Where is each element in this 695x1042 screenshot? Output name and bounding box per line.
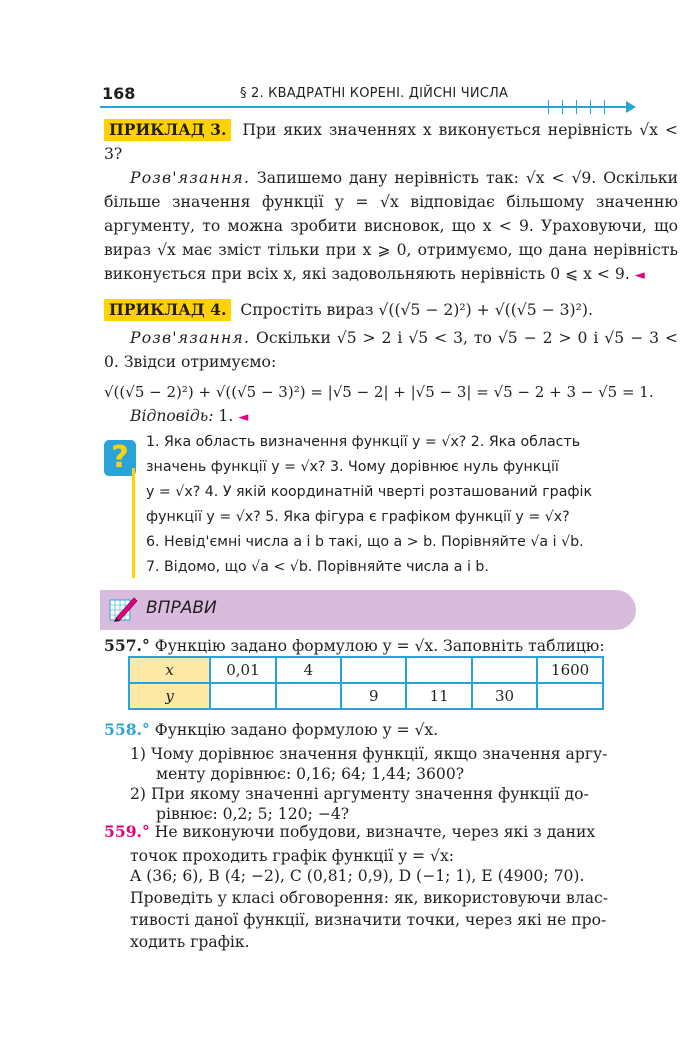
table-cell: x (129, 657, 210, 683)
header-tick (548, 100, 549, 114)
table-cell (406, 657, 471, 683)
exercise-line: Проведіть у класі обговорення: як, використовуючи влас- (130, 889, 609, 907)
exercise-item: менту дорівнює: 0,16; 64; 1,44; 3600? (156, 765, 465, 783)
exercise-line: тивості даної функції, визначити точки, через які не про- (130, 911, 607, 929)
header-rule (100, 106, 632, 108)
answer-label: Відповідь: (130, 407, 214, 425)
page-number: 168 (102, 84, 136, 103)
header-arrow-icon (626, 101, 636, 113)
header-tick (590, 100, 591, 114)
exercise-line: ходить графік. (130, 933, 250, 951)
table-cell (341, 657, 406, 683)
table-cell: 30 (472, 683, 537, 709)
value-table (128, 656, 604, 710)
table-cell (276, 683, 341, 709)
exercise-number: 558.° (104, 720, 150, 739)
table-cell (210, 683, 276, 709)
question-line: 6. Невід'ємні числа a і b такі, що a > b. Порівняйте √a і √b. (146, 534, 584, 550)
end-mark-icon: ◄ (238, 410, 249, 425)
exercise-item: 1) Чому дорівнює значення функції, якщо значення аргу- (130, 745, 608, 763)
example-4 (104, 298, 678, 322)
table-cell: 1600 (537, 657, 603, 683)
solution-label: Розв'язання. (130, 169, 251, 187)
header-tick (604, 100, 605, 114)
example-4-solution (104, 326, 678, 374)
table-cell: 11 (406, 683, 471, 709)
question-line: значень функції y = √x? 3. Чому дорівнює нуль функції (146, 459, 559, 475)
exercise-line: точок проходить графік функції y = √x: (130, 847, 455, 865)
section-title: § 2. КВАДРАТНІ КОРЕНІ. ДІЙСНІ ЧИСЛА (240, 86, 509, 101)
table-row (129, 683, 603, 709)
exercise-number: 559.° (104, 822, 150, 841)
end-mark-icon: ◄ (634, 268, 645, 283)
exercise-number: 557.° (104, 636, 150, 655)
exercises-title: ВПРАВИ (146, 598, 217, 618)
pencil-grid-icon (108, 594, 138, 624)
header-tick (562, 100, 563, 114)
header-tick (576, 100, 577, 114)
table-cell: 9 (341, 683, 406, 709)
table-cell: 4 (276, 657, 341, 683)
table-cell: 0,01 (210, 657, 276, 683)
exercise-text: Не виконуючи побудови, визначте, через які з даних (154, 823, 596, 841)
solution-text: Оскільки √5 > 2 і √5 < 3, то √5 − 2 > 0 і √5 − 3 < 0. Звідси отримуємо: (104, 329, 678, 371)
example-3-solution (104, 166, 678, 288)
exercise-line: A (36; 6), B (4; −2), C (0,81; 0,9), D (−1; 1), E (4900; 70). (130, 867, 585, 885)
example-3-label: ПРИКЛАД 3. (104, 119, 231, 141)
question-line: 7. Відомо, що √a < √b. Порівняйте числа a і b. (146, 559, 489, 575)
table-cell (472, 657, 537, 683)
example-3-task: При яких значеннях x виконується нерівність √x < 3? (104, 121, 678, 163)
exercise-text: Функцію задано формулою y = √x. Заповніть таблицю: (154, 637, 605, 655)
solution-label: Розв'язання. (130, 329, 251, 347)
example-3 (104, 118, 678, 166)
example-4-task: Спростіть вираз √((√5 − 2)²) + √((√5 − 3)²). (240, 301, 593, 319)
example-4-answer (130, 404, 430, 430)
example-4-equation: √((√5 − 2)²) + √((√5 − 3)²) = |√5 − 2| + |√5 − 3| = √5 − 2 + 3 − √5 = 1. (104, 383, 654, 401)
exercise-558 (104, 718, 678, 742)
exercise-text: Функцію задано формулою y = √x. (154, 721, 439, 739)
example-4-label: ПРИКЛАД 4. (104, 299, 231, 321)
table-cell (537, 683, 603, 709)
question-line: y = √x? 4. У якій координатній чверті розташований графік (146, 484, 593, 500)
question-line: функції y = √x? 5. Яка фігура є графіком функції y = √x? (146, 509, 570, 525)
exercise-item: рівнює: 0,2; 5; 120; −4? (156, 805, 350, 823)
exercise-559 (104, 820, 678, 844)
question-bar (132, 468, 135, 578)
exercise-item: 2) При якому значенні аргументу значення функції до- (130, 785, 589, 803)
answer-value: 1. (218, 407, 234, 425)
table-cell: y (129, 683, 210, 709)
table-row (129, 657, 603, 683)
question-line: 1. Яка область визначення функції y = √x? 2. Яка область (146, 434, 581, 450)
question-icon: ? (104, 440, 136, 476)
exercise-557 (104, 634, 678, 658)
solution-text: Запишемо дану нерівність так: √x < √9. Оскільки більше значення функції y = √x відповідає більшому значенню аргументу, то можна зробити висновок, що x < 9. Ураховуючи, що вираз √x має зміст тільки при x ⩾ 0, отримуємо, що дана нерівність виконується при всіх x, які задовольняють нерівність 0 ⩽ x < 9. (104, 169, 678, 283)
